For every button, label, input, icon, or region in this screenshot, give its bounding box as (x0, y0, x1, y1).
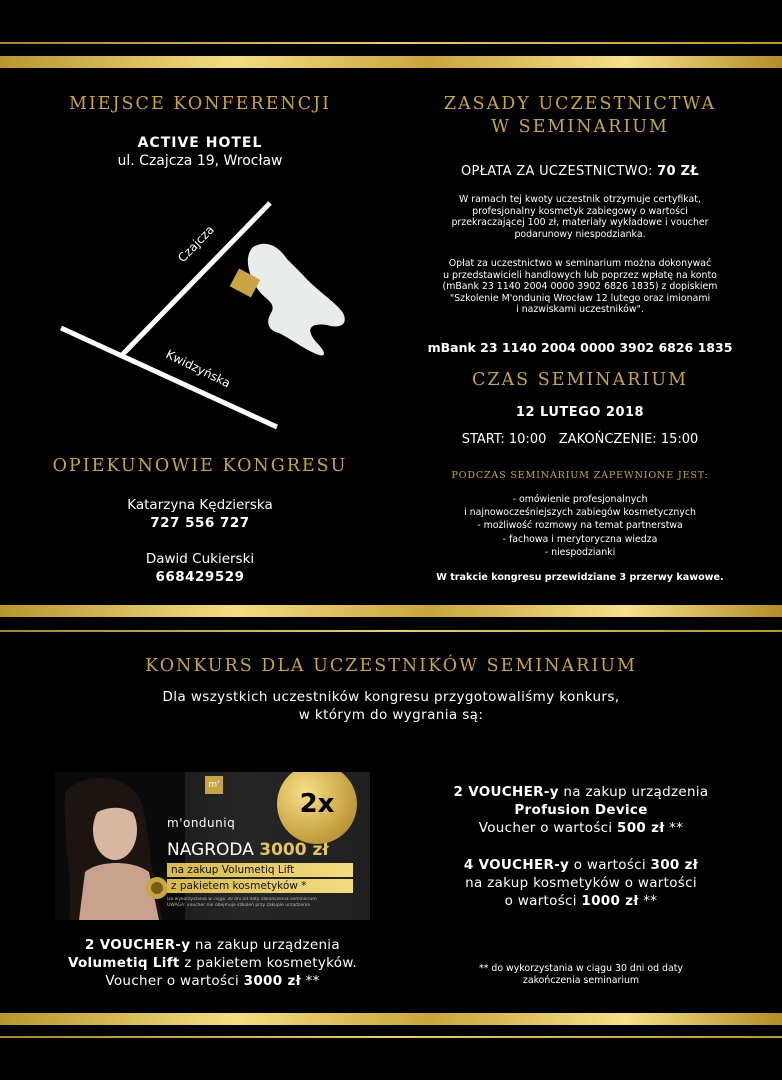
prize-volumetiq-line1 (20, 936, 405, 954)
footnote (400, 963, 762, 986)
prize-profusion-line1 (400, 783, 762, 801)
map-hotel-area (248, 244, 345, 356)
venue-address: ul. Czajcza 19, Wrocław (117, 153, 283, 169)
footnote-line: zakończenia seminarium (522, 974, 640, 986)
bottom-gold-line (0, 1036, 782, 1038)
footnote-line: ** do wykorzystania w ciągu 30 dni od daty (479, 963, 683, 974)
rules-para2-line: (mBank 23 1140 2004 0000 3902 6826 1835) z dopiskiem (442, 281, 718, 293)
fee-line (412, 164, 748, 179)
rules-paragraph-1 (412, 194, 748, 240)
map-road-kwidzynska (61, 328, 277, 427)
text: o wartości (504, 893, 582, 909)
emph: Volumetiq Lift (67, 955, 180, 971)
rules-para2-line: "Szkolenie M'onduniq Wrocław 12 lutego oraz imionami (449, 292, 711, 304)
middle-gold-line (0, 630, 782, 632)
prize-word: NAGRODA (167, 840, 254, 860)
banner-fine-line: Do wykorzystania w ciągu 30 dni od daty zakończenia seminarium (167, 897, 317, 902)
venue-hotel: ACTIVE HOTEL (137, 135, 263, 151)
coffee-breaks-note: W trakcie kongresu przewidziane 3 przerwy kawowe. (436, 572, 724, 583)
rules-para2-line: Opłat za uczestnictwo w seminarium można dokonywać (448, 258, 712, 269)
provided-item: i najnowocześniejszych zabiegów kosmetycznych (464, 507, 696, 519)
end-time: ZAKOŃCZENIE: 15:00 (558, 432, 699, 447)
provided-item: - niespodzianki (544, 546, 616, 558)
start-time: START: 10:00 (461, 432, 547, 447)
rules-title-line2: W SEMINARIUM (491, 117, 669, 137)
rules-paragraph-2 (412, 258, 748, 316)
banner-fine-line: UWAGA: voucher nie obejmuje szkoleń przy zakupie urządzenia (167, 903, 310, 908)
provided-item: - omówienie profesjonalnych (512, 494, 648, 505)
badge-2x: 2x (277, 772, 357, 844)
prize-cosmetics-line1 (400, 856, 762, 874)
provided-title: PODCZAS SEMINARIUM ZAPEWNIONE JEST: (451, 470, 709, 481)
emph: 2 VOUCHER-y (85, 937, 191, 953)
rules-para2-line: u przedstawicieli handlowych lub poprzez wpłatę na konto (443, 269, 717, 281)
fee-label: OPŁATA ZA UCZESTNICTWO: (460, 164, 653, 179)
text: Voucher o wartości (105, 973, 244, 989)
text: z pakietem kosmetyków. (179, 955, 358, 971)
contest-title: KONKURS DLA UCZESTNIKÓW SEMINARIUM (145, 656, 637, 676)
text: Voucher o wartości (478, 820, 618, 836)
middle-gold-bar (0, 605, 782, 617)
prize-cosmetics-line3 (400, 892, 762, 910)
prize-amount: 3000 zł (259, 840, 329, 860)
time-title: CZAS SEMINARIUM (471, 370, 689, 390)
contest-intro-1: Dla wszystkich uczestników kongresu przygotowaliśmy konkurs, (162, 689, 620, 705)
banner-fine-print (167, 897, 367, 909)
provided-list (412, 493, 748, 559)
prize-profusion-line3 (400, 819, 762, 837)
rules-title-line1: ZASADY UCZESTNICTWA (443, 94, 717, 114)
venue-map (55, 195, 355, 435)
rules-para2-line: i nazwiskami uczestników". (516, 304, 644, 316)
emph: 4 VOUCHER-y (463, 857, 570, 873)
seminar-hours (412, 432, 748, 447)
text: o wartości (569, 857, 651, 873)
brand-logo-mark: m' (205, 776, 223, 794)
emph: 3000 zł (243, 973, 301, 989)
text: ** (664, 820, 684, 836)
venue-title: MIEJSCE KONFERENCJI (68, 94, 332, 114)
guardian-2-name: Dawid Cukierski (145, 551, 255, 567)
rules-para1-line: przekraczającej 100 zł, materiały wykładowe i voucher (451, 217, 709, 229)
bottom-gold-bar (0, 1013, 782, 1025)
map-label-czajcza: Czajcza (175, 222, 217, 266)
map-label-kwidzynska: Kwidzyńska (163, 347, 233, 391)
prize-volumetiq (20, 936, 405, 990)
guardian-1-name: Katarzyna Kędzierska (127, 497, 273, 513)
prize-volumetiq-line3 (20, 972, 405, 990)
fee-value: 70 ZŁ (657, 164, 700, 179)
text: ** (300, 973, 320, 989)
contest-intro-2: w którym do wygrania są: (298, 707, 484, 723)
prize-cosmetics-line2: na zakup kosmetyków o wartości (465, 875, 697, 891)
prize-profusion-device: Profusion Device (514, 802, 648, 818)
provided-item: - fachowa i merytoryczna wiedza (502, 533, 658, 545)
emph: 2 VOUCHER-y (453, 784, 559, 800)
prize-banner (55, 772, 370, 920)
rules-para1-line: podarunowy niespodzianka. (514, 228, 646, 240)
brand-name: m'onduniq (167, 816, 236, 830)
text: na zakup urządzenia (190, 937, 340, 953)
prize-strip-1: na zakup Volumetiq Lift (167, 863, 353, 877)
top-gold-bar (0, 56, 782, 68)
rules-para1-line: W ramach tej kwoty uczestnik otrzymuje certyfikat, (459, 194, 701, 205)
emph: 500 zł (617, 820, 665, 836)
guardian-2-phone: 668429529 (155, 569, 245, 585)
bank-account: mBank 23 1140 2004 0000 3902 6826 1835 (427, 340, 733, 355)
guardian-1-phone: 727 556 727 (150, 515, 250, 531)
prize-profusion (400, 783, 762, 837)
text: na zakup urządzenia (558, 784, 709, 800)
provided-item: - możliwość rozmowy na temat partnerstwa (477, 520, 683, 532)
prize-cosmetics (400, 856, 762, 910)
text: ** (638, 893, 658, 909)
emph: 300 zł (650, 857, 699, 873)
guardians-title: OPIEKUNOWIE KONGRESU (52, 456, 348, 476)
prize-headline (167, 840, 329, 860)
seminar-date: 12 LUTEGO 2018 (515, 405, 645, 420)
prize-strip-2: z pakietem kosmetyków * (167, 879, 353, 893)
prize-volumetiq-line2 (20, 954, 405, 972)
top-gold-line (0, 42, 782, 44)
rules-para1-line: profesjonalny kosmetyk zabiegowy o wartości (472, 205, 688, 217)
rules-title (412, 93, 748, 139)
emph: 1000 zł (581, 893, 639, 909)
